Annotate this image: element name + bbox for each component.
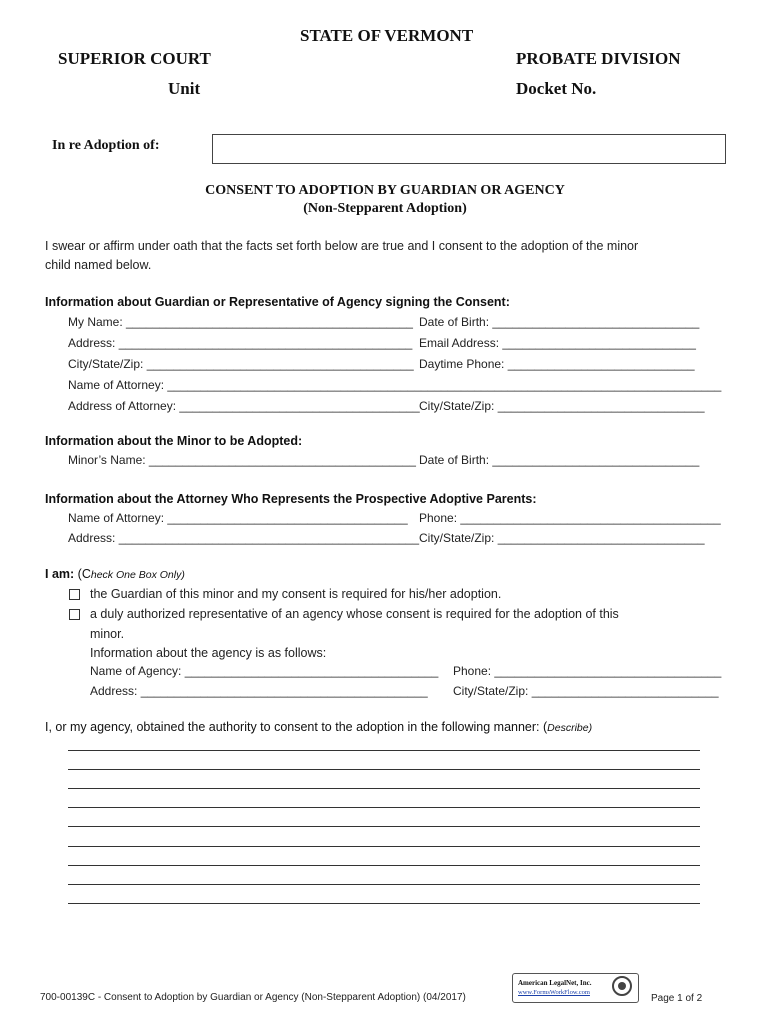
guardian-attorney-address-field[interactable]: Address of Attorney: ____________________________________ [68,399,420,413]
guardian-option-label: the Guardian of this minor and my consent is required for his/her adoption. [90,587,502,601]
agency-option-label-1: a duly authorized representative of an agency whose consent is required for the adoption of this [90,607,619,621]
description-line[interactable] [68,865,700,866]
agency-phone-field[interactable]: Phone: __________________________________ [453,664,722,678]
description-line[interactable] [68,788,700,789]
agency-address-field[interactable]: Address: ___________________________________________ [90,684,428,698]
description-line[interactable] [68,807,700,808]
oath-line-2: child named below. [45,258,152,272]
minor-section-heading: Information about the Minor to be Adopted: [45,434,303,448]
description-line[interactable] [68,846,700,847]
authority-hint: Describe) [547,722,593,734]
guardian-attorney-name-field[interactable]: Name of Attorney: ___________________________________________________________________________________ [68,378,722,392]
in-re-label: In re Adoption of: [52,138,160,153]
i-am-label: I am: [45,567,75,581]
check-hint-rest: heck One Box Only) [90,569,185,581]
description-line[interactable] [68,884,700,885]
court-heading: SUPERIOR COURT [58,49,211,68]
minor-name-field[interactable]: Minor’s Name: ________________________________________ [68,453,416,467]
docket-label: Docket No. [516,79,597,98]
i-am-row [45,567,185,581]
agency-checkbox[interactable] [69,609,80,620]
guardian-checkbox[interactable] [69,589,80,600]
description-line[interactable] [68,769,700,770]
authority-row [45,720,592,734]
attorney-address-field[interactable]: Address: _____________________________________________ [68,531,420,545]
attorney-name-field[interactable]: Name of Attorney: ____________________________________ [68,511,408,525]
authority-text: I, or my agency, obtained the authority to consent to the adoption in the following manner: ( [45,720,548,734]
guardian-attorney-city-field[interactable]: City/State/Zip: _______________________________ [419,399,705,413]
agency-city-field[interactable]: City/State/Zip: ____________________________ [453,684,719,698]
form-title: CONSENT TO ADOPTION BY GUARDIAN OR AGENCY [205,183,565,198]
form-subtitle: (Non-Stepparent Adoption) [303,201,467,216]
guardian-dob-field[interactable]: Date of Birth: _______________________________ [419,315,700,329]
attorney-city-field[interactable]: City/State/Zip: _______________________________ [419,531,705,545]
attorney-phone-field[interactable]: Phone: _______________________________________ [419,511,721,525]
agency-option-label-2: minor. [90,627,125,641]
guardian-email-field[interactable]: Email Address: _____________________________ [419,336,696,350]
description-line[interactable] [68,826,700,827]
agency-name-field[interactable]: Name of Agency: ______________________________________ [90,664,439,678]
guardian-section-heading: Information about Guardian or Representative of Agency signing the Consent: [45,295,510,309]
logo-name: American LegalNet, Inc. [518,979,592,987]
state-heading: STATE OF VERMONT [300,26,474,45]
minor-dob-field[interactable]: Date of Birth: _______________________________ [419,453,700,467]
oath-line-1: I swear or affirm under oath that the facts set forth below are true and I consent to the adoption of the minor [45,239,639,253]
agency-info-label: Information about the agency is as follows: [90,646,327,660]
description-line[interactable] [68,903,700,904]
guardian-city-field[interactable]: City/State/Zip: ________________________________________ [68,357,414,371]
unit-label: Unit [168,79,201,98]
guardian-phone-field[interactable]: Daytime Phone: ____________________________ [419,357,695,371]
globe-icon [612,976,632,996]
logo-url[interactable]: www.FormsWorkFlow.com [518,989,590,996]
form-id: 700-00139C - Consent to Adoption by Guardian or Agency (Non-Stepparent Adoption) (04/2017) [40,992,466,1003]
attorney-section-heading: Information about the Attorney Who Represents the Prospective Adoptive Parents: [45,492,537,506]
guardian-name-field[interactable]: My Name: ___________________________________________ [68,315,413,329]
check-hint-open: (C [77,567,91,581]
guardian-address-field[interactable]: Address: ____________________________________________ [68,336,413,350]
adoptee-name-field[interactable] [212,134,726,164]
page-number: Page 1 of 2 [651,993,703,1004]
division-heading: PROBATE DIVISION [516,49,681,68]
description-line[interactable] [68,750,700,751]
